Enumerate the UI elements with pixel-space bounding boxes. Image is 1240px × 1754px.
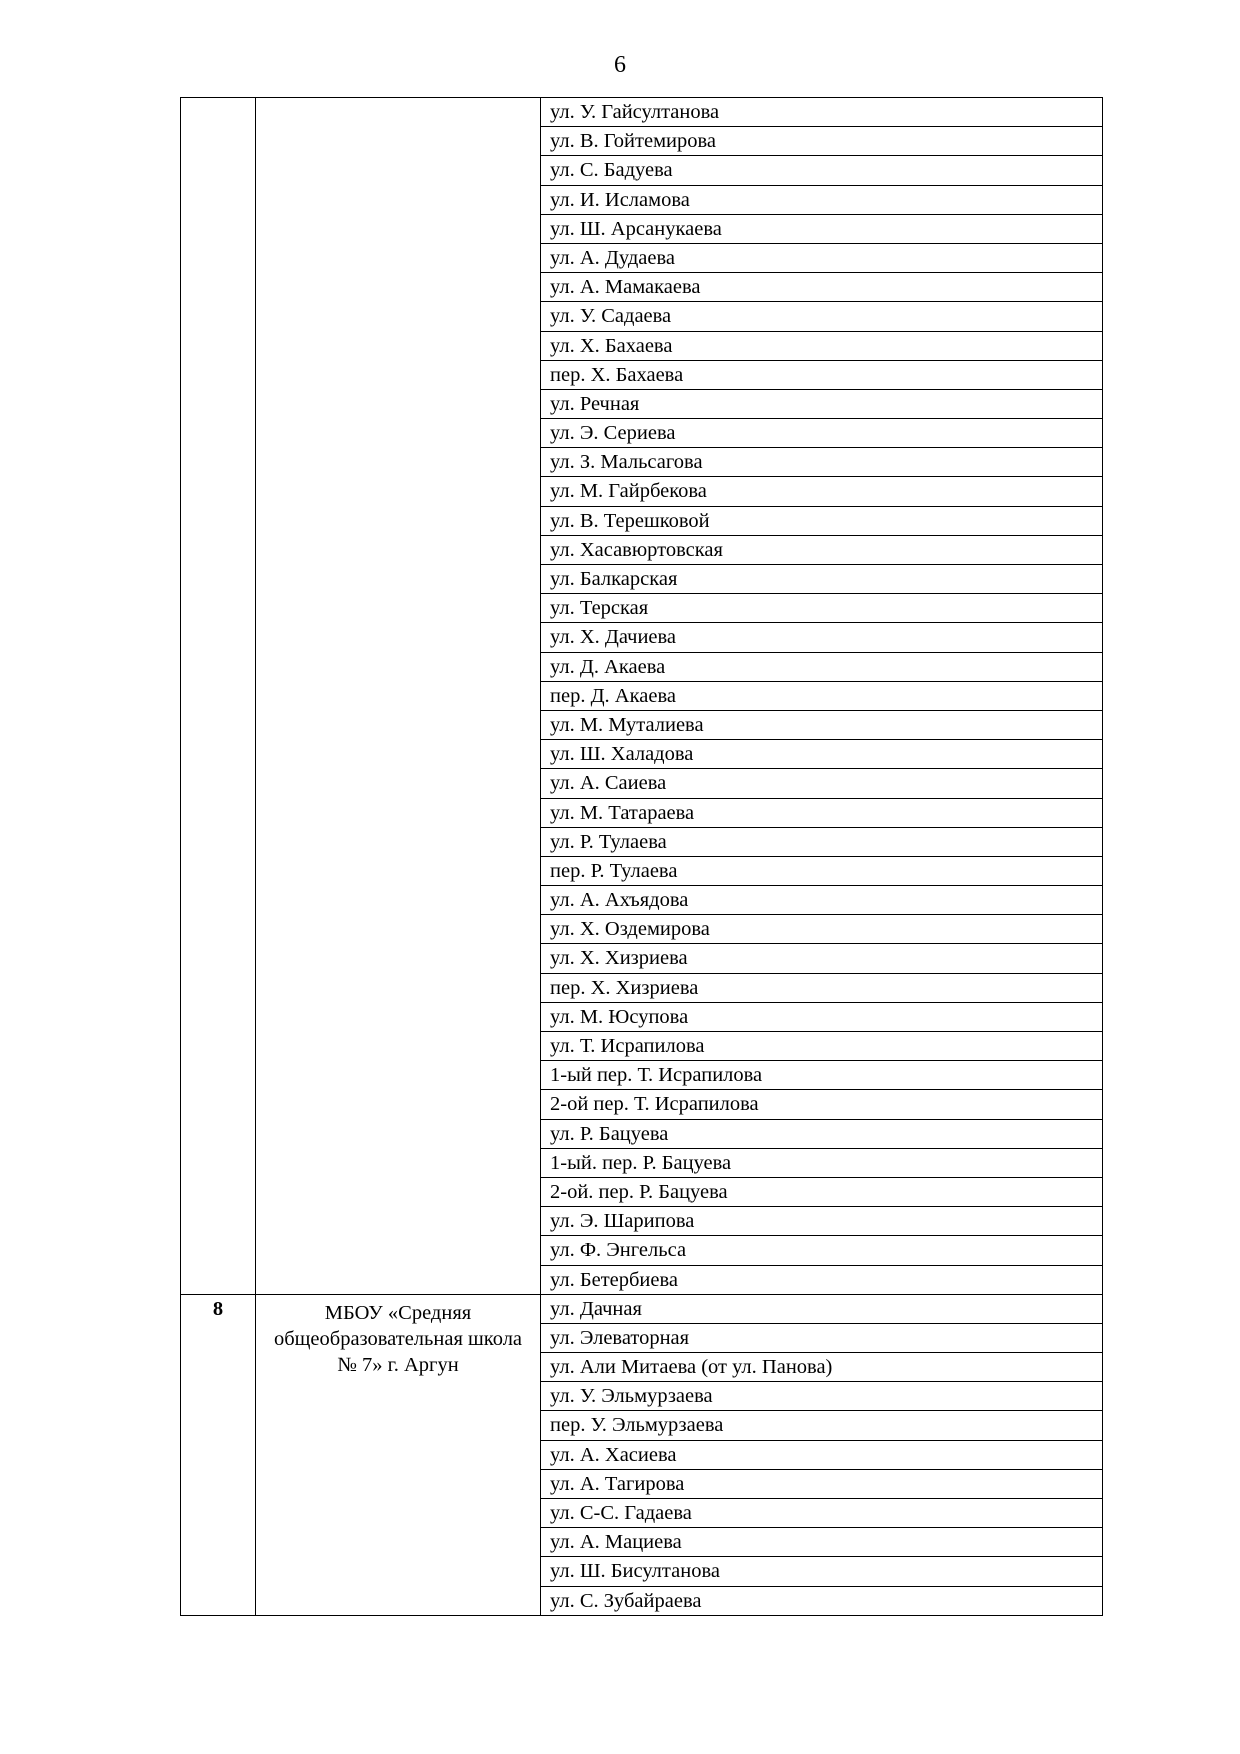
table-row <box>181 1294 1103 1323</box>
street-cell: ул. А. Тагирова <box>541 1469 1103 1498</box>
street-cell: ул. А. Мациева <box>541 1528 1103 1557</box>
street-cell: пер. У. Эльмурзаева <box>541 1411 1103 1440</box>
street-cell: ул. С. Зубайраева <box>541 1586 1103 1615</box>
streets-table <box>180 97 1103 1616</box>
table-row <box>181 98 1103 127</box>
street-cell: 1-ый пер. Т. Исрапилова <box>541 1061 1103 1090</box>
school-name-cell <box>256 1294 541 1615</box>
street-cell: ул. Ш. Бисултанова <box>541 1557 1103 1586</box>
street-cell: ул. А. Хасиева <box>541 1440 1103 1469</box>
street-cell: ул. Х. Хизриева <box>541 944 1103 973</box>
street-cell: ул. Х. Оздемирова <box>541 915 1103 944</box>
street-cell: ул. Балкарская <box>541 565 1103 594</box>
street-cell: 2-ой. пер. Р. Бацуева <box>541 1177 1103 1206</box>
street-cell: ул. У. Садаева <box>541 302 1103 331</box>
street-cell: ул. С. Бадуева <box>541 156 1103 185</box>
street-cell: пер. Д. Акаева <box>541 681 1103 710</box>
street-cell: ул. В. Терешковой <box>541 506 1103 535</box>
street-cell: ул. А. Ахъядова <box>541 886 1103 915</box>
street-cell: ул. Элеваторная <box>541 1323 1103 1352</box>
street-cell: ул. А. Мамакаева <box>541 273 1103 302</box>
street-cell: ул. Али Митаева (от ул. Панова) <box>541 1353 1103 1382</box>
street-cell: ул. У. Гайсултанова <box>541 98 1103 127</box>
street-cell: ул. Ш. Халадова <box>541 740 1103 769</box>
street-cell: ул. В. Гойтемирова <box>541 127 1103 156</box>
street-cell: ул. Д. Акаева <box>541 652 1103 681</box>
street-cell: ул. Терская <box>541 594 1103 623</box>
street-cell: ул. И. Исламова <box>541 185 1103 214</box>
street-cell: ул. М. Юсупова <box>541 1002 1103 1031</box>
street-cell: ул. Х. Бахаева <box>541 331 1103 360</box>
street-cell: ул. Ш. Арсанукаева <box>541 214 1103 243</box>
street-cell: ул. У. Эльмурзаева <box>541 1382 1103 1411</box>
street-cell: ул. З. Мальсагова <box>541 448 1103 477</box>
street-cell: ул. М. Гайрбекова <box>541 477 1103 506</box>
street-cell: ул. Р. Тулаева <box>541 827 1103 856</box>
street-cell: ул. Дачная <box>541 1294 1103 1323</box>
street-cell: ул. С-С. Гадаева <box>541 1499 1103 1528</box>
street-cell: ул. Х. Дачиева <box>541 623 1103 652</box>
street-cell: ул. М. Татараева <box>541 798 1103 827</box>
school-name-cell <box>256 98 541 1295</box>
street-cell: ул. М. Муталиева <box>541 710 1103 739</box>
street-cell: пер. Х. Бахаева <box>541 360 1103 389</box>
streets-table-container <box>180 97 1060 1616</box>
street-cell: ул. Э. Шарипова <box>541 1207 1103 1236</box>
street-cell: ул. А. Саиева <box>541 769 1103 798</box>
street-cell: ул. Речная <box>541 389 1103 418</box>
street-cell: ул. А. Дудаева <box>541 243 1103 272</box>
row-number-cell: 8 <box>181 1294 256 1615</box>
street-cell: ул. Бетербиева <box>541 1265 1103 1294</box>
row-number-cell <box>181 98 256 1295</box>
page-number: 6 <box>614 52 626 78</box>
street-cell: пер. Р. Тулаева <box>541 856 1103 885</box>
table-body <box>181 98 1103 1616</box>
street-cell: ул. Ф. Энгельса <box>541 1236 1103 1265</box>
street-cell: ул. Хасавюртовская <box>541 535 1103 564</box>
street-cell: ул. Т. Исрапилова <box>541 1032 1103 1061</box>
street-cell: пер. Х. Хизриева <box>541 973 1103 1002</box>
school-name-text: МБОУ «Средняя общеобразовательная школа № 7» г. Аргун <box>273 1301 523 1377</box>
street-cell: ул. Э. Сериева <box>541 419 1103 448</box>
street-cell: 1-ый. пер. Р. Бацуева <box>541 1148 1103 1177</box>
street-cell: 2-ой пер. Т. Исрапилова <box>541 1090 1103 1119</box>
school-name-text <box>262 100 534 103</box>
street-cell: ул. Р. Бацуева <box>541 1119 1103 1148</box>
